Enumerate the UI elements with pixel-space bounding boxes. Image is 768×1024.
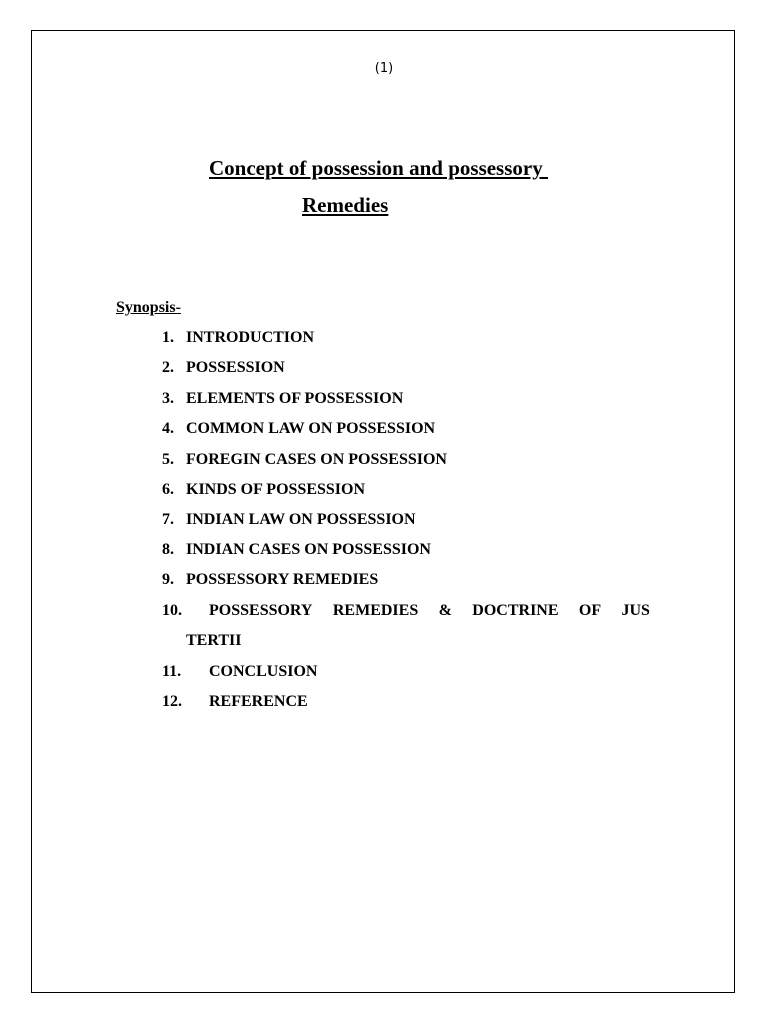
list-item-word: OF xyxy=(578,602,602,619)
list-item-text: REFERENCE xyxy=(209,693,308,710)
list-item-text: COMMON LAW ON POSSESSION xyxy=(186,420,436,437)
list-item-text: POSSESSION xyxy=(186,359,285,376)
list-item-10-continuation: TERTII xyxy=(186,632,242,649)
list-item-number: 8. xyxy=(162,541,174,558)
list-item-text: POSSESSORY REMEDIES xyxy=(186,571,379,588)
list-item-number: 10. xyxy=(162,602,182,619)
list-item-number: 9. xyxy=(162,571,174,588)
document-title-line-1: Concept of possession and possessory xyxy=(209,156,548,180)
page-number: (1) xyxy=(374,61,394,76)
list-item-number: 12. xyxy=(162,693,182,710)
list-item-text: INDIAN LAW ON POSSESSION xyxy=(186,511,416,528)
list-item-number: 3. xyxy=(162,390,174,407)
list-item-text: INDIAN CASES ON POSSESSION xyxy=(186,541,431,558)
list-item-word: REMEDIES xyxy=(332,602,419,619)
list-item-text: CONCLUSION xyxy=(209,663,318,680)
document-title-line-2: Remedies xyxy=(302,193,389,217)
list-item-number: 4. xyxy=(162,420,174,437)
synopsis-heading: Synopsis- xyxy=(116,299,181,316)
list-item-text: ELEMENTS OF POSSESSION xyxy=(186,390,404,407)
list-item-number: 6. xyxy=(162,481,174,498)
list-item-text: KINDS OF POSSESSION xyxy=(186,481,366,498)
list-item-text: FOREGIN CASES ON POSSESSION xyxy=(186,451,447,468)
list-item-word: POSSESSORY xyxy=(209,602,313,619)
list-item-10-first-line xyxy=(209,602,650,620)
list-item-number: 11. xyxy=(162,663,182,680)
list-item-number: 7. xyxy=(162,511,174,528)
list-item-number: 1. xyxy=(162,329,174,346)
list-item-word: DOCTRINE xyxy=(472,602,559,619)
list-item-number: 5. xyxy=(162,451,174,468)
list-item-number: 2. xyxy=(162,359,174,376)
list-item-text: INTRODUCTION xyxy=(186,329,315,346)
list-item-word: & xyxy=(438,602,452,619)
list-item-word: JUS xyxy=(621,602,650,619)
